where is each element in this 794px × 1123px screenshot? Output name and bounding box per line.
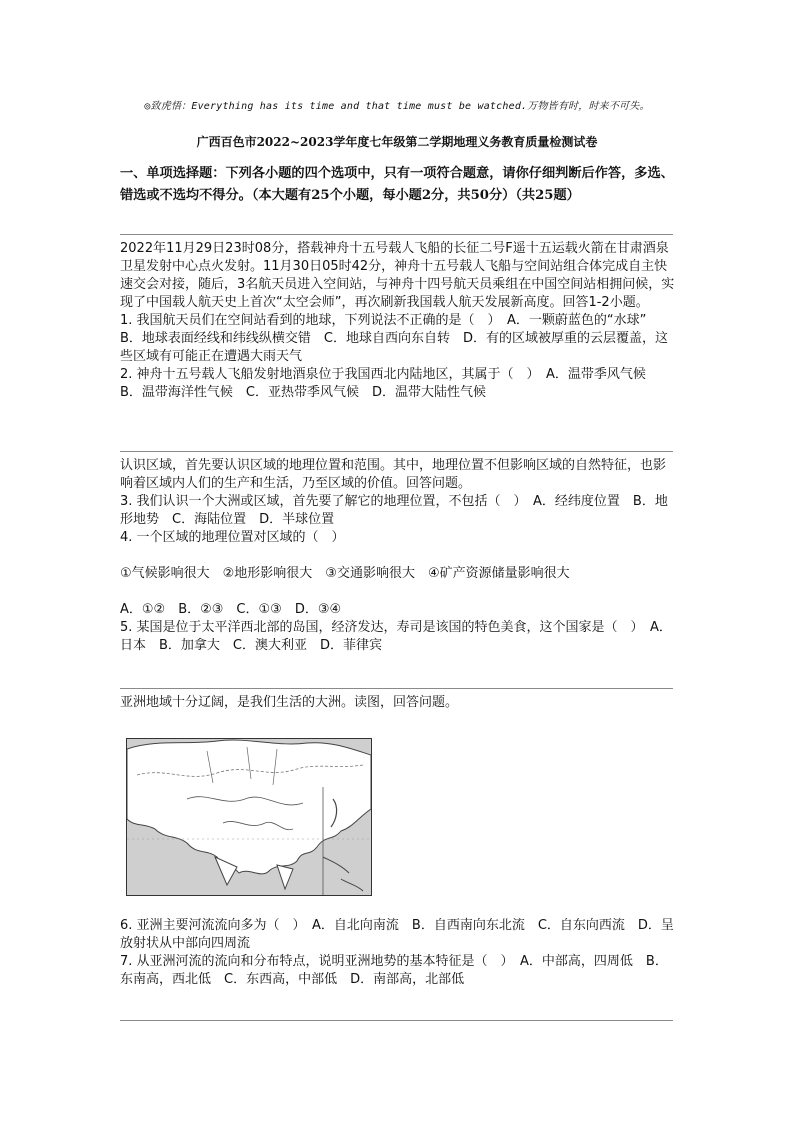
- question-4-options: A．①② B．②③ C．①③ D．③④: [120, 602, 342, 617]
- question-group-3-questions: [120, 917, 676, 989]
- question-group-2: [120, 457, 676, 655]
- question-7: 7. 从亚洲河流的流向和分布特点，说明亚洲地势的基本特征是（ ） A．中部高，四周低 B．东南高，西北低 C．东西高，中部低 D．南部高，北部低: [120, 954, 668, 987]
- divider: [120, 688, 673, 689]
- question-group-3: [120, 694, 676, 712]
- reading-passage: 认识区域，首先要认识区域的地理位置和范围。其中，地理位置不但影响区域的自然特征，也影响着区域内人们的生产和生活，乃至区域的价值。回答问题。: [120, 458, 667, 491]
- question-6: 6. 亚洲主要河流流向多为（ ） A．自北向南流 B．自西南向东北流 C．自东向西流 D．呈放射状从中部向四周流: [120, 918, 674, 951]
- asia-map-drawing: [127, 739, 371, 895]
- question-4-items: ①气候影响很大 ②地形影响很大 ③交通影响很大 ④矿产资源储量影响很大: [120, 566, 570, 581]
- asia-map-figure: [126, 738, 372, 896]
- question-5: 5. 某国是位于太平洋西北部的岛国，经济发达，寿司是该国的特色美食，这个国家是（ ） A．日本 B．加拿大 C．澳大利亚 D．菲律宾: [120, 620, 672, 653]
- divider: [120, 451, 673, 452]
- reading-passage: 2022年11月29日23时08分，搭载神舟十五号载人飞船的长征二号F遥十五运载火箭在甘肃酒泉卫星发射中心点火发射。11月30日05时42分，神舟十五号载人飞船与空间站组合体完成自主快速交会对接，随后，3名航天员进入空间站，与神舟十四号航天员乘组在中国空间站相拥问候，实现了中国载人航天史上首次“太空会师”，再次刷新我国载人航天发展新高度。回答1-2小题。: [120, 241, 675, 310]
- question-3: 3. 我们认识一个大洲或区域，首先要了解它的地理位置，不包括（ ） A．经纬度位置 B．地形地势 C．海陆位置 D．半球位置: [120, 494, 668, 527]
- reading-passage: 亚洲地域十分辽阔，是我们生活的大洲。读图，回答问题。: [120, 695, 459, 710]
- question-4-stem: 4. 一个区域的地理位置对区域的（ ）: [120, 530, 345, 545]
- question-2: 2. 神舟十五号载人飞船发射地酒泉位于我国西北内陆地区，其属于（ ） A．温带季风气候 B．温带海洋性气候 C．亚热带季风气候 D．温带大陆性气候: [120, 367, 659, 400]
- exam-title: 广西百色市2022~2023学年度七年级第二学期地理义务教育质量检测试卷: [196, 135, 598, 149]
- question-group-1: [120, 240, 676, 402]
- divider: [120, 234, 673, 235]
- header-motto: ◎致虎悟：Everything has its time and that time must be watched.万物皆有时，时来不可失。: [144, 101, 650, 112]
- divider: [120, 1020, 673, 1021]
- question-1: 1. 我国航天员们在空间站看到的地球，下列说法不正确的是（ ） A．一颗蔚蓝色的“水球” B．地球表面经线和纬线纵横交错 C．地球自西向东自转 D．有的区域被厚重的云层覆盖，这些区域有可能正在遭遇大雨天气: [120, 313, 669, 364]
- section-instruction: 一、单项选择题：下列各小题的四个选项中，只有一项符合题意，请你仔细判断后作答，多选、错选或不选均不得分。（本大题有25个小题，每小题2分，共50分）（共25题）: [120, 166, 674, 203]
